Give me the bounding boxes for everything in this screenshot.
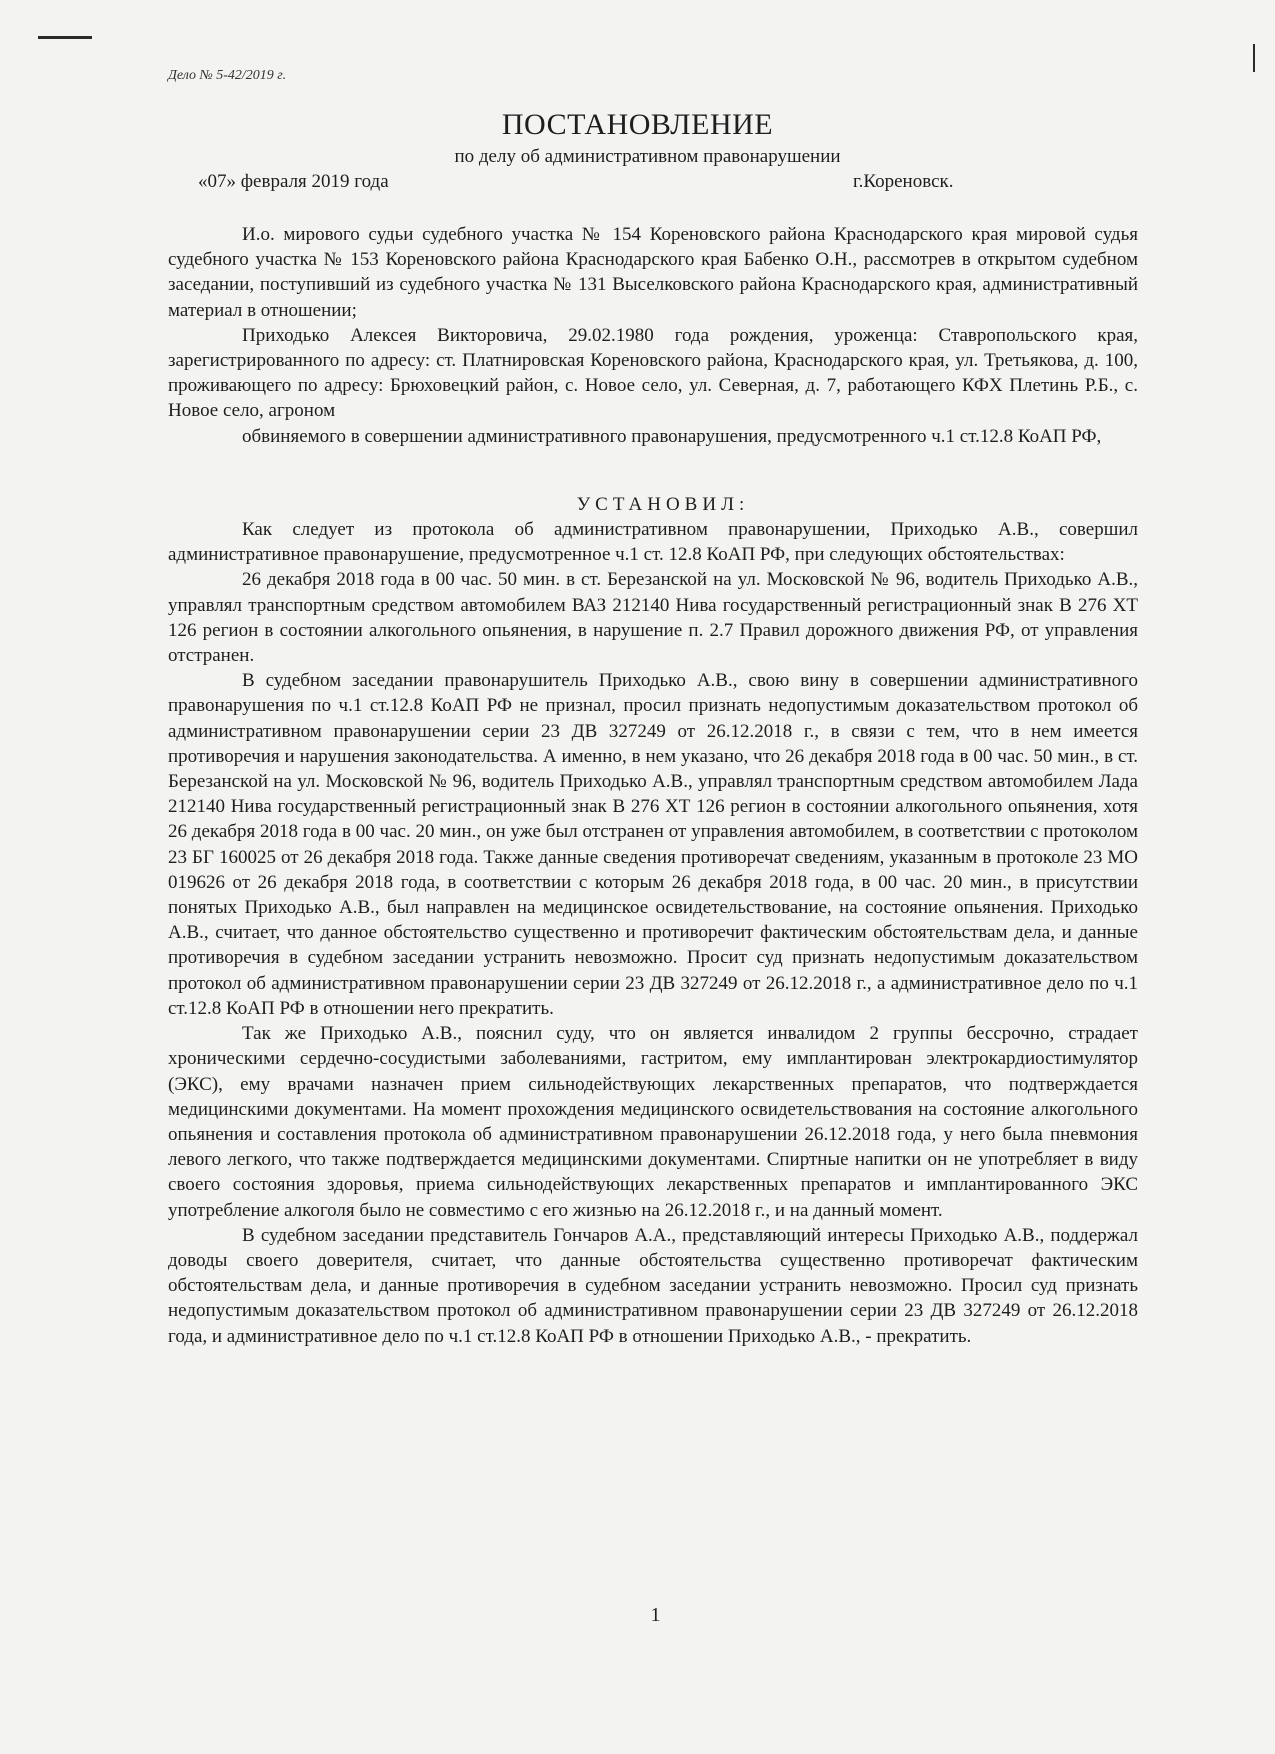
body-paragraph: 26 декабря 2018 года в 00 час. 50 мин. в ст. Березанской на ул. Московской № 96, водитель Приходько А.В., управлял транспортным средством автомобилем ВАЗ 212140 Нива государственный регистрационный знак В 276 ХТ 126 регион в состоянии алкогольного опьянения, в нарушение п. 2.7 Правил дорожного движения РФ, от управления отстранен.: [168, 569, 1138, 667]
intro-paragraph: И.о. мирового судьи судебного участка № 154 Кореновского района Краснодарского края мировой судья судебного участка № 153 Кореновского района Краснодарского края Бабенко О.Н., рассмотрев в открытом судебном заседании, поступивший из судебного участка № 131 Выселковского района Краснодарского края, административный материал в отношении;: [168, 224, 1138, 321]
section-heading: УСТАНОВИЛ:: [576, 493, 750, 515]
document-date: «07» февраля 2019 года: [198, 171, 389, 192]
body-paragraph: В судебном заседании правонарушитель Приходько А.В., свою вину в совершении административного правонарушения по ч.1 ст.12.8 КоАП РФ не признал, просил признать недопустимым доказательством протокол об административном правонарушении серии 23 ДВ 327249 от 26.12.2018 г., в связи с тем, что в нем имеется противоречия и нарушения законодательства. А именно, в нем указано, что 26 декабря 2018 года в 00 час. 50 мин., в ст. Березанской на ул. Московской № 96, водитель Приходько А.В., управлял транспортным средством автомобилем Лада 212140 Нива государственный регистрационный знак В 276 ХТ 126 регион в состоянии алкогольного опьянения, хотя 26 декабря 2018 года в 00 час. 20 мин., он уже был отстранен от управления автомобилем, в соответствии с протоколом 23 БГ 160025 от 26 декабря 2018 года. Также данные сведения противоречат сведениям, указанным в протоколе 23 МО 019626 от 26 декабря 2018 года, в соответствии с которым 26 декабря 2018 года, в 00 час. 20 мин., в присутствии понятых Приходько А.В., был направлен на медицинское освидетельствование, на состояние опьянения. Приходько А.В., считает, что данное обстоятельство существенно и противоречит фактическим обстоятельствам дела, и данные противоречия в судебном заседании устранить невозможно. Просит суд признать недопустимым доказательством протокол об административном правонарушении серии 23 ДВ 327249 от 26.12.2018 г., а административное дело по ч.1 ст.12.8 КоАП РФ в отношении него прекратить.: [168, 670, 1138, 1019]
document-subtitle: по делу об административном правонарушении: [454, 146, 841, 167]
body-paragraph: В судебном заседании представитель Гончаров А.А., представляющий интересы Приходько А.В., поддержал доводы своего доверителя, считает, что данные обстоятельства существенно противоречат фактическим обстоятельствам дела, и данные противоречия в судебном заседании устранить невозможно. Просил суд признать недопустимым доказательством протокол об административном правонарушении серии 23 ДВ 327249 от 26.12.2018 года, и административное дело по ч.1 ст.12.8 КоАП РФ в отношении Приходько А.В., - прекратить.: [168, 1224, 1138, 1347]
intro-paragraph: Приходько Алексея Викторовича, 29.02.1980 года рождения, уроженца: Ставропольского края, зарегистрированного по адресу: ст. Платнировская Кореновского района, Краснодарского края, ул. Третьякова, д. 100, проживающего по адресу: Брюховецкий район, с. Новое село, ул. Северная, д. 7, работающего КФХ Плетинь Р.Б., с. Новое село, агроном: [168, 324, 1138, 422]
page-number: 1: [650, 1604, 661, 1626]
document-body: [168, 222, 1138, 1349]
document-title: ПОСТАНОВЛЕНИЕ: [501, 108, 774, 141]
case-number: Дело № 5-42/2019 г.: [168, 68, 287, 83]
document-city: г.Кореновск.: [853, 171, 954, 192]
body-paragraph: Так же Приходько А.В., пояснил суду, что он является инвалидом 2 группы бессрочно, страдает хроническими сердечно-сосудистыми заболеваниями, гастритом, ему имплантирован электрокардиостимулятор (ЭКС), ему врачами назначен прием сильнодействующих лекарственных препаратов, что подтверждается медицинскими документами. На момент прохождения медицинского освидетельствования на состояние алкогольного опьянения и составления протокола об административном правонарушении 26.12.2018 года, у него была пневмония левого легкого, что также подтверждается медицинскими документами. Спиртные напитки он не употребляет в виду своего состояния здоровья, приема сильнодействующих лекарственных препаратов и имплантированного ЭКС употребление алкоголя было не совместимо с его жизнью на 26.12.2018 г., и на данный момент.: [168, 1023, 1138, 1221]
intro-paragraph: обвиняемого в совершении административного правонарушения, предусмотренного ч.1 ст.12.8 КоАП РФ,: [242, 425, 1102, 447]
scan-mark: [38, 36, 92, 39]
body-paragraph: Как следует из протокола об административном правонарушении, Приходько А.В., совершил административное правонарушение, предусмотренное ч.1 ст. 12.8 КоАП РФ, при следующих обстоятельствах:: [168, 519, 1138, 566]
scan-mark: [1253, 44, 1255, 72]
